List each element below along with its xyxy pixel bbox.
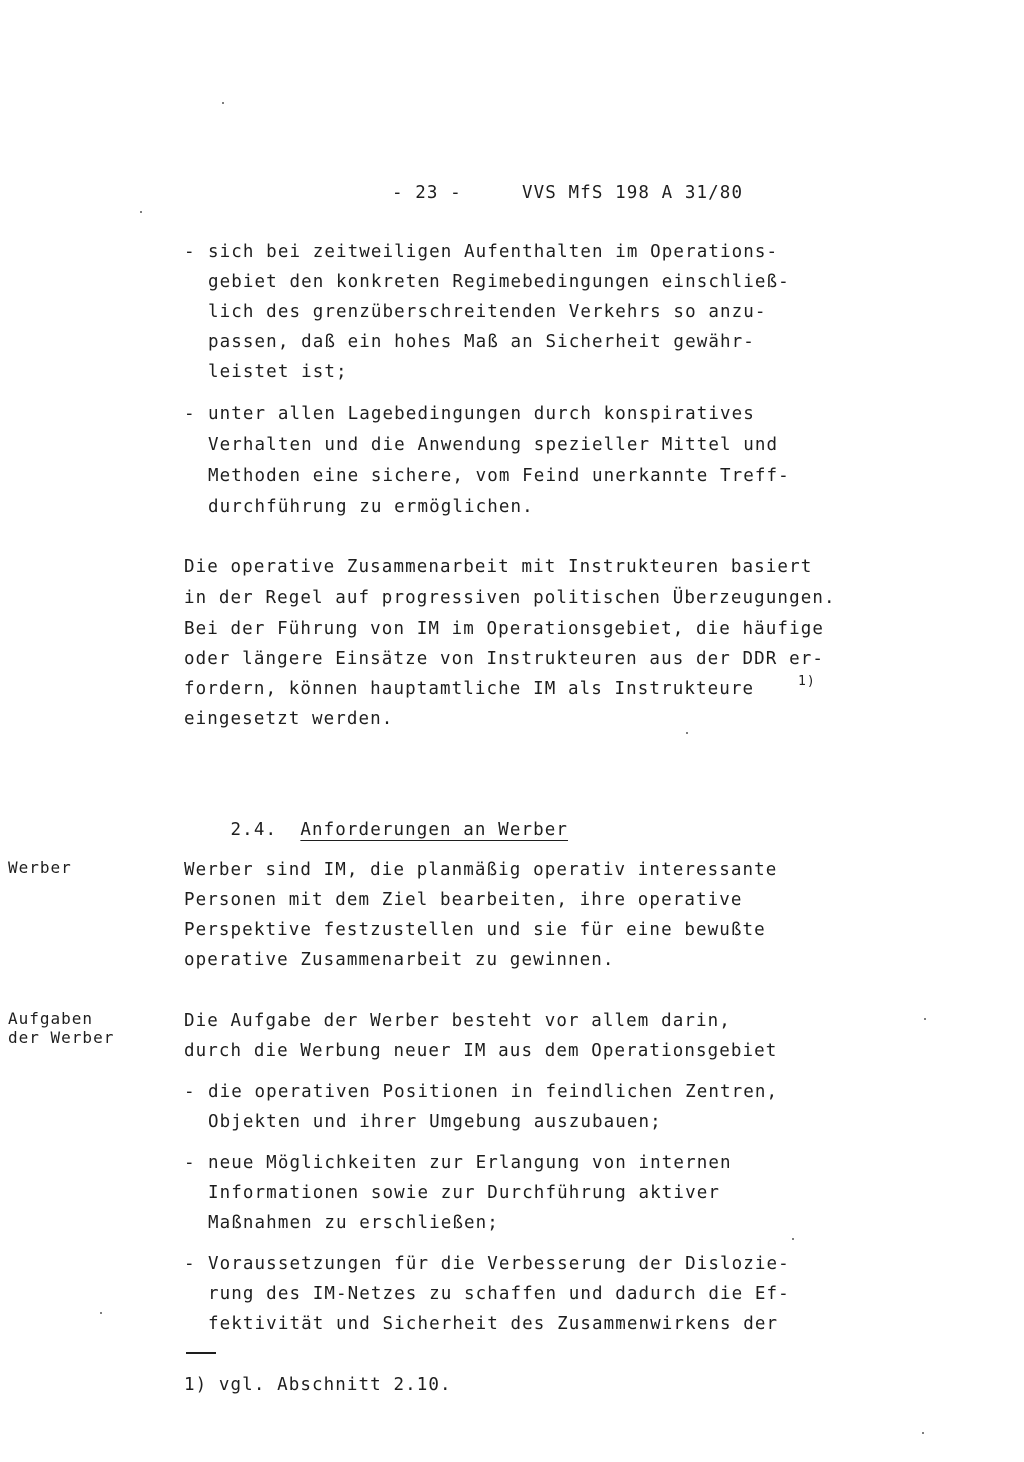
margin-note-werber: Werber xyxy=(8,858,72,877)
text-line: gebiet den konkreten Regimebedingungen einschließ- xyxy=(208,272,790,292)
section-title: Anforderungen an Werber xyxy=(300,820,569,840)
scan-speck xyxy=(922,1432,924,1434)
text-line: unter allen Lagebedingungen durch konspiratives xyxy=(208,404,755,424)
text-line: durchführung zu ermöglichen. xyxy=(208,497,534,517)
text-line: passen, daß ein hohes Maß an Sicherheit gewähr- xyxy=(208,332,755,352)
scan-speck xyxy=(222,102,224,104)
scan-speck xyxy=(100,1312,102,1314)
list-dash: - xyxy=(184,1254,195,1274)
text-line: durch die Werbung neuer IM aus dem Operationsgebiet xyxy=(184,1041,778,1061)
text-line: Verhalten und die Anwendung spezieller Mittel und xyxy=(208,435,779,455)
text-line: fordern, können hauptamtliche IM als Instrukteure xyxy=(184,679,755,699)
margin-note-aufgaben-line2: der Werber xyxy=(8,1028,115,1047)
text-line: Die Aufgabe der Werber besteht vor allem darin, xyxy=(184,1011,731,1031)
text-line: Bei der Führung von IM im Operationsgebiet, die häufige xyxy=(184,619,824,639)
scan-speck xyxy=(792,1238,794,1240)
footnote-rule xyxy=(186,1352,216,1354)
text-line: sich bei zeitweiligen Aufenthalten im Operations- xyxy=(208,242,779,262)
text-line: operative Zusammenarbeit zu gewinnen. xyxy=(184,950,615,970)
text-line: die operativen Positionen in feindlichen Zentren, xyxy=(208,1082,779,1102)
list-dash: - xyxy=(184,1082,195,1102)
list-dash: - xyxy=(184,404,195,424)
margin-note-aufgaben-line1: Aufgaben xyxy=(8,1009,94,1028)
list-dash: - xyxy=(184,242,195,262)
scan-speck xyxy=(140,211,142,213)
text-line: in der Regel auf progressiven politischen Überzeugungen. xyxy=(184,588,836,608)
section-heading xyxy=(184,800,568,860)
text-line: Methoden eine sichere, vom Feind unerkannte Treff- xyxy=(208,466,790,486)
text-line: Informationen sowie zur Durchführung aktiver xyxy=(208,1183,720,1203)
footnote-reference: 1) xyxy=(798,674,816,689)
text-line: Objekten und ihrer Umgebung auszubauen; xyxy=(208,1112,662,1132)
text-line: rung des IM-Netzes zu schaffen und dadurch die Ef- xyxy=(208,1284,790,1304)
text-line: Personen mit dem Ziel bearbeiten, ihre operative xyxy=(184,890,743,910)
scan-speck xyxy=(924,1018,926,1020)
text-line: fektivität und Sicherheit des Zusammenwirkens der xyxy=(208,1314,779,1334)
document-reference: VVS MfS 198 A 31/80 xyxy=(522,183,744,203)
text-line: Maßnahmen zu erschließen; xyxy=(208,1213,499,1233)
text-line: Die operative Zusammenarbeit mit Instrukteuren basiert xyxy=(184,557,813,577)
text-line: leistet ist; xyxy=(208,362,348,382)
section-number: 2.4. xyxy=(230,820,278,840)
footnote-text: 1) vgl. Abschnitt 2.10. xyxy=(184,1375,452,1395)
page-number: - 23 - xyxy=(392,183,462,203)
text-line: oder längere Einsätze von Instrukteuren aus der DDR er- xyxy=(184,649,824,669)
list-dash: - xyxy=(184,1153,195,1173)
text-line: neue Möglichkeiten zur Erlangung von internen xyxy=(208,1153,732,1173)
text-line: eingesetzt werden. xyxy=(184,709,394,729)
text-line: lich des grenzüberschreitenden Verkehrs so anzu- xyxy=(208,302,767,322)
text-line: Perspektive festzustellen und sie für eine bewußte xyxy=(184,920,766,940)
scan-speck xyxy=(686,732,688,734)
text-line: Voraussetzungen für die Verbesserung der Dislozie- xyxy=(208,1254,790,1274)
text-line: Werber sind IM, die planmäßig operativ interessante xyxy=(184,860,778,880)
